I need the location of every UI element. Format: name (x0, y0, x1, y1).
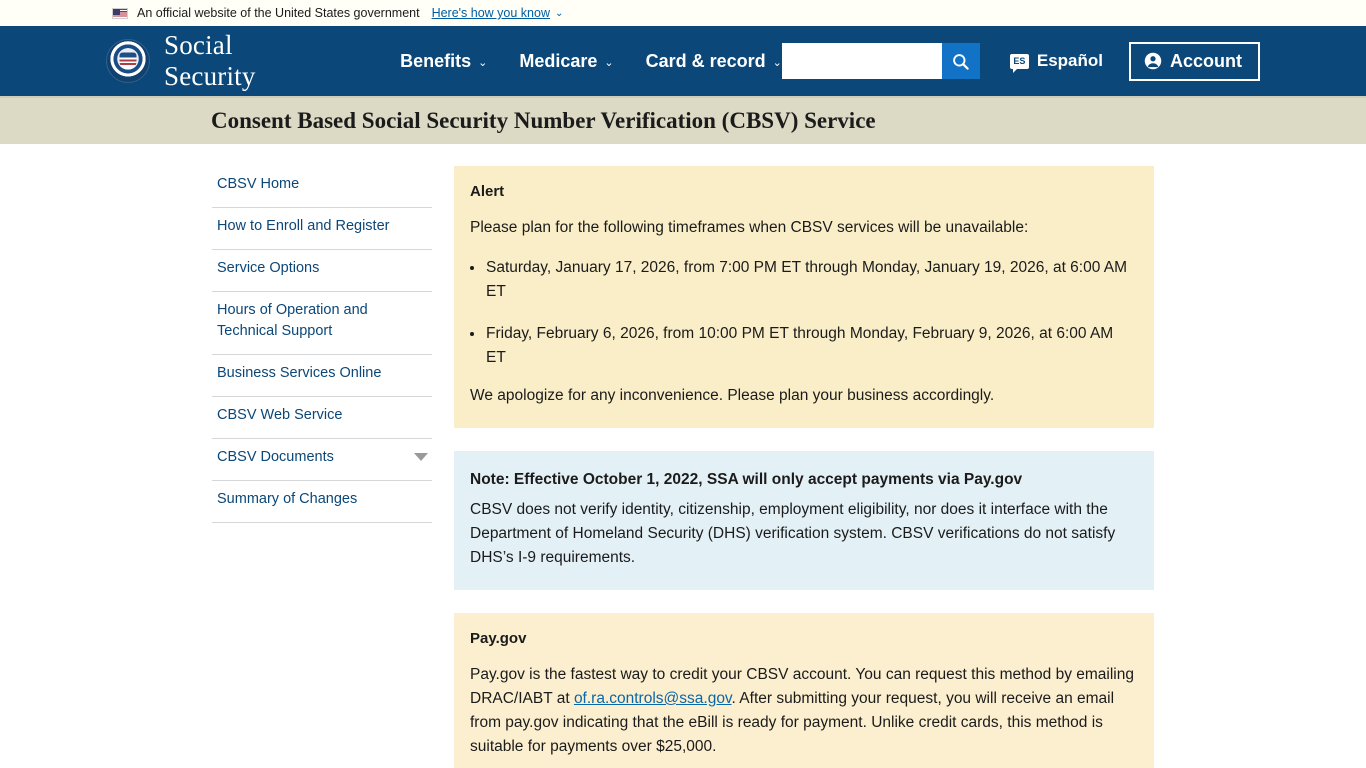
paygov-body-part2: . After submitting your request, you will receive an email from pay.gov indicating that the eBill is ready for payment. Unlike credit cards, this method is suitable for payments over $25,000. (470, 690, 1115, 755)
sidebar-item-label: CBSV Home (217, 176, 300, 192)
espanol-language-link[interactable] (1010, 51, 1103, 71)
list-item: Saturday, January 17, 2026, from 7:00 PM ET through Monday, January 19, 2026, at 6:00 AM ET (470, 256, 1136, 304)
sidebar-item-label: Business Services Online (217, 365, 382, 381)
alert-intro: Please plan for the following timeframes when CBSV services will be unavailable: (470, 219, 1029, 236)
note-heading: Note: Effective October 1, 2022, SSA will only accept payments via Pay.gov (470, 471, 1023, 488)
nav-item-label: Medicare (519, 50, 598, 71)
sidebar-item-cbsv-home[interactable] (212, 166, 432, 208)
primary-navigation (0, 26, 1366, 96)
search-button[interactable] (942, 43, 980, 79)
email-link[interactable]: of.ra.controls@ssa.gov (573, 690, 732, 707)
chevron-down-icon: ⌄ (772, 56, 782, 69)
us-flag-icon (112, 8, 128, 19)
account-button[interactable] (1129, 42, 1260, 81)
sidebar-item-cbsv-documents[interactable] (212, 439, 432, 481)
nav-item-card-and-record[interactable] (646, 51, 782, 72)
banner-link-label: Here's how you know (431, 6, 550, 20)
brand-home-link[interactable] (106, 30, 296, 92)
sidebar-navigation (212, 166, 432, 768)
sidebar-item-business-services-online[interactable] (212, 355, 432, 397)
sidebar-item-cbsv-web-service[interactable] (212, 397, 432, 439)
nav-menu (400, 51, 782, 72)
sidebar-item-hours-of-operation-and-technical-support[interactable] (212, 292, 432, 355)
note-body: CBSV does not verify identity, citizenship, employment eligibility, nor does it interface with the Department of Homeland Security (DHS) verification system. CBSV verifications do not satisfy DHS’s I-9 requirements. (470, 501, 1116, 566)
alert-title: Alert (470, 183, 505, 200)
list-item: Friday, February 6, 2026, from 10:00 PM ET through Monday, February 9, 2026, at 6:00 AM ET (470, 322, 1136, 370)
search-icon (951, 52, 970, 71)
main-content (454, 166, 1154, 768)
sidebar-item-how-to-enroll-and-register[interactable] (212, 208, 432, 250)
sidebar-item-label: CBSV Web Service (217, 407, 343, 423)
brand-name: Social Security (164, 30, 256, 91)
page-body (0, 144, 1366, 768)
nav-utility-group (782, 42, 1260, 81)
paygov-body-part1: Pay.gov is the fastest way to credit your CBSV account. You can request this method by emailing DRAC/IABT at (470, 666, 1134, 707)
nav-item-label: Benefits (400, 50, 472, 71)
sidebar-item-summary-of-changes[interactable] (212, 481, 432, 523)
chevron-down-icon: ⌄ (604, 56, 614, 69)
banner-text: An official website of the United States government (137, 6, 420, 20)
sidebar-item-label: CBSV Documents (217, 449, 334, 465)
usa-official-banner (0, 0, 1366, 26)
heres-how-you-know-link[interactable] (432, 6, 564, 20)
paygov-body (470, 663, 1136, 759)
ssa-seal-icon (106, 39, 150, 83)
site-search (782, 43, 980, 79)
sidebar-item-label: Service Options (217, 260, 320, 276)
paygov-title: Pay.gov (470, 630, 527, 647)
payment-note-box (454, 451, 1154, 590)
chevron-down-icon: ⌄ (555, 8, 564, 19)
alert-closing: We apologize for any inconvenience. Please plan your business accordingly. (470, 387, 995, 404)
page-title-band (0, 96, 1366, 144)
es-speech-bubble-icon: ES (1010, 54, 1029, 69)
paygov-box (454, 613, 1154, 768)
chevron-down-icon: ⌄ (478, 56, 488, 69)
sidebar-item-label: Summary of Changes (217, 491, 358, 507)
alert-box (454, 166, 1154, 428)
account-label: Account (1170, 50, 1242, 71)
sidebar-item-label: How to Enroll and Register (217, 218, 390, 234)
chevron-down-icon (414, 453, 428, 461)
sidebar-item-service-options[interactable] (212, 250, 432, 292)
nav-item-medicare[interactable] (519, 51, 613, 72)
espanol-label: Español (1036, 51, 1103, 70)
sidebar-item-label: Hours of Operation and Technical Support (217, 302, 368, 339)
nav-item-benefits[interactable] (400, 51, 487, 72)
nav-item-label: Card & record (645, 50, 766, 71)
page-title: Consent Based Social Security Number Verification (CBSV) Service (211, 108, 876, 133)
alert-outage-list (470, 256, 1136, 370)
account-circle-icon (1144, 52, 1162, 70)
search-input[interactable] (782, 43, 942, 79)
